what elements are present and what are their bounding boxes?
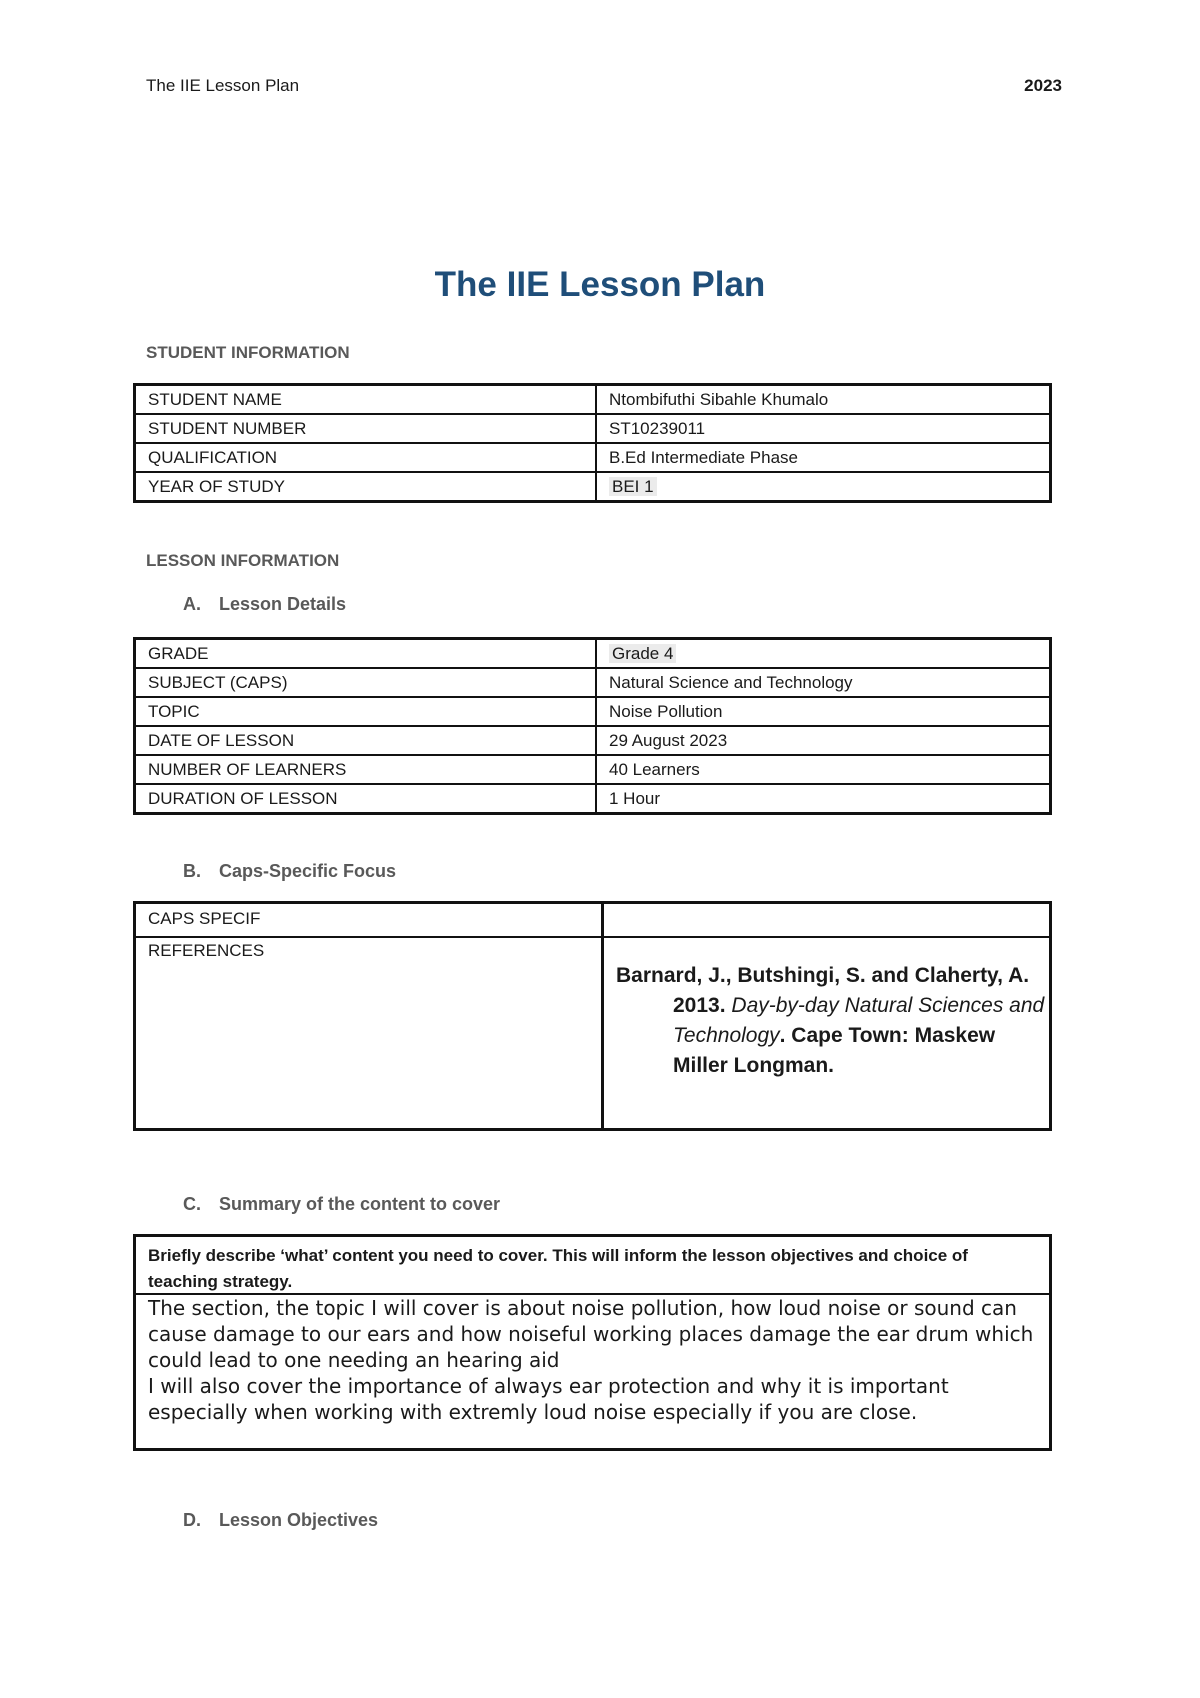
table-cell-label: YEAR OF STUDY xyxy=(135,472,597,502)
subheading-letter: D. xyxy=(183,1510,201,1530)
summary-prompt: Briefly describe ‘what’ content you need to cover. This will inform the lesson objectives and choice of teaching strategy. xyxy=(148,1246,968,1291)
table-cell-value: B.Ed Intermediate Phase xyxy=(596,443,1051,472)
table-cell-value: Natural Science and Technology xyxy=(596,668,1051,697)
table-cell-label: TOPIC xyxy=(135,697,597,726)
table-row xyxy=(135,784,1051,814)
table-cell-value: Noise Pollution xyxy=(596,697,1051,726)
subheading-letter: C. xyxy=(183,1194,201,1214)
student-information-heading: STUDENT INFORMATION xyxy=(146,343,350,362)
row-divider xyxy=(136,936,1049,938)
table-row xyxy=(135,472,1051,502)
table-cell-value xyxy=(596,639,1051,669)
reference-book-title: Day-by-day Natural Sciences and Technology xyxy=(673,994,1045,1047)
table-cell-label: STUDENT NAME xyxy=(135,385,597,415)
subheading-title: Caps-Specific Focus xyxy=(219,861,397,881)
grade-value: Grade 4 xyxy=(609,644,676,663)
summary-body: The section, the topic I will cover is about noise pollution, how loud noise or sound can cause damage to our ears and how noiseful working places damage the ear drum which could lead to one needing an hearing aid I will also cover the importance of always ear protection and why it is important especially when working with extremly loud noise especially if you are close. xyxy=(148,1296,1034,1424)
subheading-letter: B. xyxy=(183,861,201,881)
table-row xyxy=(135,697,1051,726)
year-of-study-value: BEI 1 xyxy=(609,477,657,496)
table-cell-label: DURATION OF LESSON xyxy=(135,784,597,814)
reference-details xyxy=(616,991,1046,1081)
table-cell-label: DATE OF LESSON xyxy=(135,726,597,755)
lesson-details-table xyxy=(133,637,1052,815)
table-cell-value: 29 August 2023 xyxy=(596,726,1051,755)
table-cell-label: SUBJECT (CAPS) xyxy=(135,668,597,697)
table-cell-label: STUDENT NUMBER xyxy=(135,414,597,443)
table-cell-label: NUMBER OF LEARNERS xyxy=(135,755,597,784)
page-title: The IIE Lesson Plan xyxy=(434,265,766,304)
summary-subheading xyxy=(183,1194,500,1215)
table-cell-value: 1 Hour xyxy=(596,784,1051,814)
summary-table xyxy=(133,1234,1052,1451)
student-information-table xyxy=(133,383,1052,503)
table-row xyxy=(135,668,1051,697)
caps-focus-table xyxy=(133,901,1052,1131)
subheading-title: Summary of the content to cover xyxy=(219,1194,501,1214)
table-row xyxy=(135,414,1051,443)
subheading-title: Lesson Details xyxy=(219,594,347,614)
table-row xyxy=(135,443,1051,472)
table-cell-value: ST10239011 xyxy=(596,414,1051,443)
table-row xyxy=(135,726,1051,755)
references-label: REFERENCES xyxy=(148,941,265,960)
table-row xyxy=(135,755,1051,784)
subheading-letter: A. xyxy=(183,594,201,614)
table-cell-value: Ntombifuthi Sibahle Khumalo xyxy=(596,385,1051,415)
table-cell-value xyxy=(596,472,1051,502)
table-cell-value: 40 Learners xyxy=(596,755,1051,784)
subheading-title: Lesson Objectives xyxy=(219,1510,379,1530)
caps-focus-subheading xyxy=(183,861,396,882)
table-cell-label: QUALIFICATION xyxy=(135,443,597,472)
table-row xyxy=(135,385,1051,415)
reference-publisher: . Cape Town: Maskew Miller Longman. xyxy=(673,1024,996,1077)
lesson-information-heading: LESSON INFORMATION xyxy=(146,551,340,570)
table-cell-label: GRADE xyxy=(135,639,597,669)
reference-citation xyxy=(616,961,1046,1081)
reference-authors: Barnard, J., Butshingi, S. and Claherty, A. xyxy=(616,964,1030,987)
objectives-subheading xyxy=(183,1510,378,1531)
caps-specific-label: CAPS SPECIF xyxy=(148,909,261,928)
table-row xyxy=(135,639,1051,669)
running-header-year: 2023 xyxy=(1024,76,1062,95)
lesson-details-subheading xyxy=(183,594,346,615)
running-header-title: The IIE Lesson Plan xyxy=(146,76,300,95)
reference-year: 2013. xyxy=(673,994,726,1017)
